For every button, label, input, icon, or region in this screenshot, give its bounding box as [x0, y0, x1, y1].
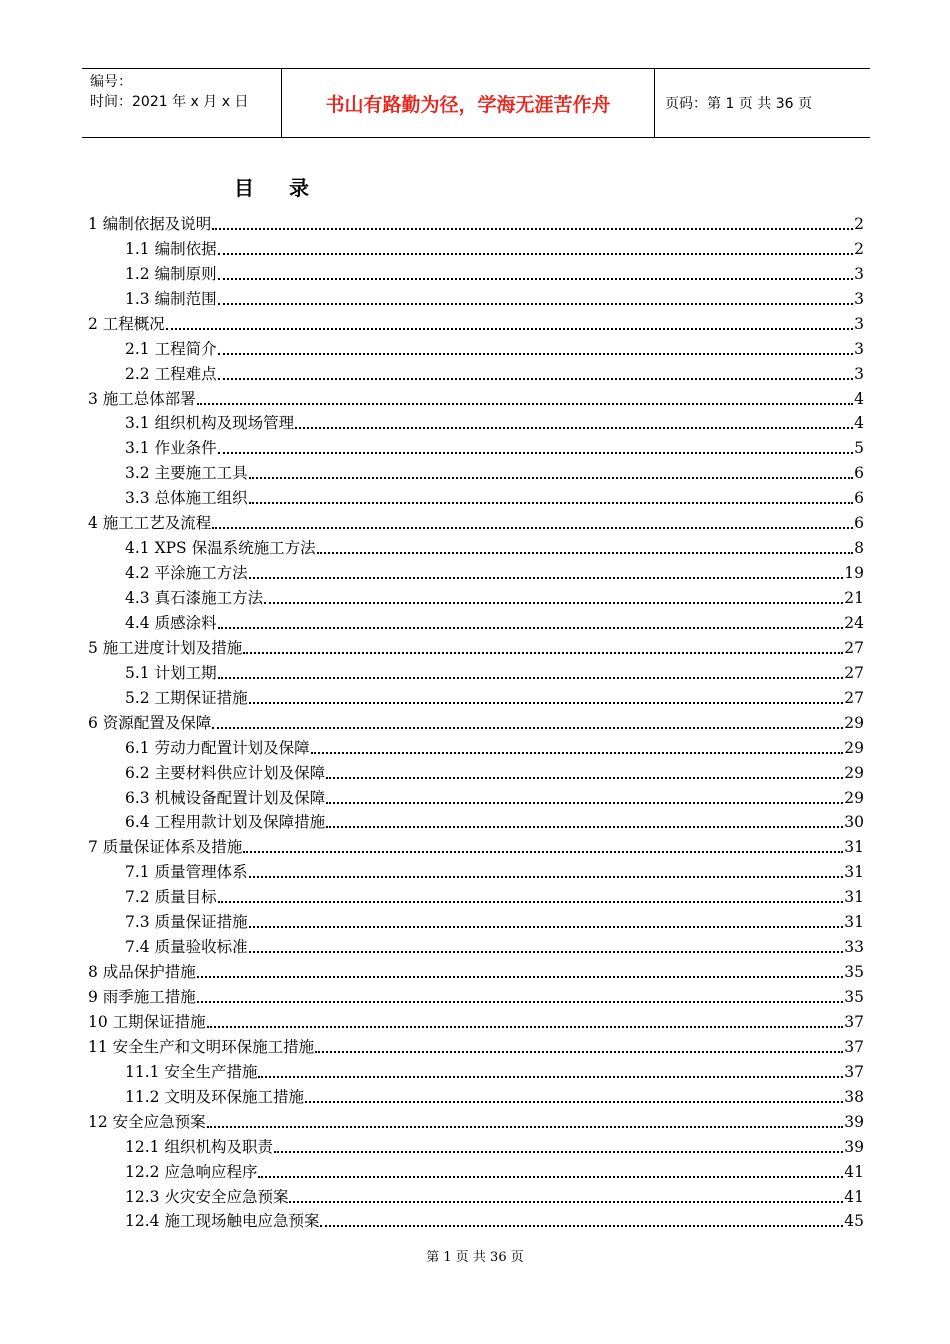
toc-entry-label: 3 施工总体部署 — [88, 389, 196, 408]
toc-leader-dots — [218, 377, 854, 380]
toc-entry[interactable] — [88, 559, 864, 584]
toc-entry-page: 30 — [844, 813, 864, 832]
toc-entry-label: 12.3 火灾安全应急预案 — [125, 1187, 289, 1206]
toc-leader-dots — [305, 1100, 843, 1103]
toc-leader-dots — [315, 1050, 843, 1053]
toc-entry-label: 11 安全生产和文明环保施工措施 — [88, 1037, 315, 1056]
toc-entry-label: 12 安全应急预案 — [88, 1112, 206, 1131]
toc-entry-page: 19 — [844, 564, 864, 583]
toc-entry[interactable] — [88, 1033, 864, 1058]
toc-leader-dots — [258, 1075, 843, 1078]
toc-entry[interactable] — [88, 833, 864, 858]
toc-entry-page: 41 — [844, 1187, 864, 1206]
header-motto: 书山有路勤为径，学海无涯苦作舟 — [282, 69, 655, 137]
toc-entry-label: 5.1 计划工期 — [125, 663, 217, 682]
toc-entry[interactable] — [88, 310, 864, 335]
toc-leader-dots — [249, 950, 844, 953]
toc-entry-page: 4 — [854, 414, 864, 433]
page-footer: 第 1 页 共 36 页 — [426, 1250, 524, 1265]
toc-leader-dots — [197, 1000, 843, 1003]
toc-entry-page: 29 — [844, 713, 864, 732]
toc-entry[interactable] — [88, 634, 864, 659]
toc-title: 目 录 — [234, 176, 323, 200]
toc-leader-dots — [218, 352, 854, 355]
toc-entry-page: 27 — [844, 663, 864, 682]
toc-entry[interactable] — [88, 360, 864, 385]
toc-leader-dots — [218, 451, 854, 454]
toc-entry-label: 4.1 XPS 保温系统施工方法 — [125, 539, 316, 558]
toc-leader-dots — [264, 601, 843, 604]
toc-entry-page: 29 — [844, 788, 864, 807]
toc-entry-label: 4.3 真石漆施工方法 — [125, 589, 264, 607]
toc-leader-dots — [320, 1224, 843, 1227]
toc-leader-dots — [326, 776, 843, 779]
toc-leader-dots — [218, 302, 854, 305]
toc-entry-label: 6.1 劳动力配置计划及保障 — [125, 738, 310, 757]
toc-entry-page: 29 — [844, 738, 864, 757]
toc-entry-page: 41 — [844, 1162, 864, 1181]
toc-entry[interactable] — [88, 784, 864, 809]
toc-entry-label: 7.4 质量验收标准 — [125, 938, 248, 957]
toc-entry[interactable] — [88, 983, 864, 1008]
toc-entry[interactable] — [88, 858, 864, 883]
toc-entry[interactable] — [88, 684, 864, 709]
toc-entry[interactable] — [88, 883, 864, 908]
toc-leader-dots — [212, 726, 843, 729]
toc-entry-page: 31 — [844, 863, 864, 882]
toc-entry[interactable] — [88, 484, 864, 509]
toc-entry[interactable] — [88, 908, 864, 933]
toc-entry-page: 3 — [854, 289, 864, 308]
toc-entry-page: 6 — [854, 464, 864, 483]
toc-leader-dots — [274, 1150, 843, 1153]
toc-entry[interactable] — [88, 933, 864, 958]
toc-entry-label: 4 施工工艺及流程 — [88, 514, 212, 533]
toc-entry-page: 31 — [844, 838, 864, 857]
header-meta — [82, 69, 282, 137]
toc-leader-dots — [218, 277, 854, 280]
toc-entry-page: 35 — [844, 988, 864, 1006]
toc-entry[interactable] — [88, 1008, 864, 1033]
toc-entry-page: 3 — [854, 339, 864, 358]
toc-entry-page: 45 — [844, 1212, 864, 1231]
toc-entry-label: 2 工程概况 — [88, 314, 165, 333]
toc-entry-label: 12.1 组织机构及职责 — [125, 1137, 273, 1156]
toc-entry-page: 24 — [844, 613, 864, 632]
toc-entry-page: 29 — [844, 763, 864, 782]
toc-entry-page: 37 — [844, 1037, 864, 1056]
toc-entry-label: 4.4 质感涂料 — [125, 613, 217, 632]
toc-entry-label: 7 质量保证体系及措施 — [88, 838, 243, 857]
toc-leader-dots — [249, 875, 844, 878]
page-header — [82, 68, 870, 138]
toc-entry-label: 3.3 总体施工组织 — [125, 489, 248, 508]
toc-leader-dots — [197, 402, 853, 405]
toc-entry[interactable] — [88, 534, 864, 559]
toc-entry-label: 7.3 质量保证措施 — [125, 913, 248, 932]
toc-entry-label: 7.2 质量目标 — [125, 888, 217, 907]
toc-entry-label: 3.1 作业条件 — [125, 439, 217, 458]
toc-entry-label: 5 施工进度计划及措施 — [88, 638, 243, 657]
toc-entry[interactable] — [88, 1058, 864, 1083]
toc-entry[interactable] — [88, 285, 864, 310]
toc-entry-page: 39 — [844, 1137, 864, 1156]
toc-entry[interactable] — [88, 1158, 864, 1183]
header-page-info: 页码：第 1 页 共 36 页 — [665, 96, 812, 112]
toc-entry[interactable] — [88, 385, 864, 410]
toc-entry[interactable] — [88, 1108, 864, 1133]
toc-entry[interactable] — [88, 260, 864, 285]
toc-entry[interactable] — [88, 958, 864, 983]
toc-entry[interactable] — [88, 659, 864, 684]
toc-entry[interactable] — [88, 584, 864, 609]
toc-entry-page: 21 — [844, 589, 864, 607]
toc-entry[interactable] — [88, 734, 864, 759]
toc-entry-page: 5 — [854, 439, 864, 458]
toc-entry-label: 2.2 工程难点 — [125, 364, 217, 383]
toc-entry[interactable] — [88, 709, 864, 734]
toc-leader-dots — [326, 825, 843, 828]
toc-entry-label: 2.1 工程简介 — [125, 339, 217, 358]
toc-entry[interactable] — [88, 235, 864, 260]
toc-entry-label: 1.3 编制范围 — [125, 289, 217, 308]
toc-entry[interactable] — [88, 1208, 864, 1233]
toc-entry-label: 1.1 编制依据 — [125, 239, 217, 258]
toc-entry-page: 35 — [844, 963, 864, 982]
toc-entry-label: 6.2 主要材料供应计划及保障 — [125, 763, 326, 782]
toc-entry[interactable] — [88, 509, 864, 534]
toc-entry-label: 4.2 平涂施工方法 — [125, 564, 248, 583]
toc-leader-dots — [212, 526, 853, 529]
toc-entry-page: 31 — [844, 888, 864, 907]
toc-leader-dots — [218, 676, 844, 679]
toc-entry-label: 11.2 文明及环保施工措施 — [125, 1087, 304, 1106]
toc-leader-dots — [317, 551, 854, 554]
toc-entry[interactable] — [88, 410, 864, 435]
toc-entry[interactable] — [88, 434, 864, 459]
toc-entry-label: 1.2 编制原则 — [125, 264, 217, 283]
toc-leader-dots — [326, 801, 843, 804]
toc-leader-dots — [207, 1125, 844, 1128]
toc-entry-page: 6 — [854, 489, 864, 508]
toc-leader-dots — [289, 1200, 843, 1203]
toc-leader-dots — [243, 850, 843, 853]
toc-entry-page: 39 — [844, 1112, 864, 1131]
toc-leader-dots — [166, 327, 853, 330]
toc-entry-label: 8 成品保护措施 — [88, 963, 196, 982]
toc-leader-dots — [311, 751, 844, 754]
toc-leader-dots — [218, 626, 844, 629]
document-time-label: 时间：2021 年 x 月 x 日 — [90, 94, 249, 110]
toc-entry-label: 12.4 施工现场触电应急预案 — [125, 1212, 320, 1231]
table-of-contents — [88, 210, 864, 1232]
toc-entry[interactable] — [88, 809, 864, 834]
toc-entry-label: 10 工期保证措施 — [88, 1012, 206, 1031]
toc-entry[interactable] — [88, 1083, 864, 1108]
document-number-label: 编号： — [90, 74, 132, 90]
toc-leader-dots — [249, 476, 854, 479]
toc-leader-dots — [249, 501, 854, 504]
toc-entry[interactable] — [88, 210, 864, 235]
toc-entry-label: 1 编制依据及说明 — [88, 214, 212, 233]
toc-entry[interactable] — [88, 1183, 864, 1208]
toc-entry-page: 3 — [854, 264, 864, 283]
toc-entry-page: 31 — [844, 913, 864, 932]
toc-leader-dots — [249, 701, 844, 704]
toc-entry-label: 6.4 工程用款计划及保障措施 — [125, 813, 326, 832]
toc-leader-dots — [249, 925, 844, 928]
toc-entry-page: 27 — [844, 638, 864, 657]
toc-leader-dots — [258, 1175, 843, 1178]
toc-entry-page: 3 — [854, 314, 864, 333]
toc-leader-dots — [207, 1025, 844, 1028]
toc-entry-label: 9 雨季施工措施 — [88, 988, 196, 1006]
toc-entry-page: 33 — [844, 938, 864, 957]
toc-leader-dots — [197, 975, 843, 978]
toc-entry-label: 11.1 安全生产措施 — [125, 1062, 258, 1081]
toc-entry[interactable] — [88, 459, 864, 484]
toc-leader-dots — [218, 252, 854, 255]
toc-entry-label: 12.2 应急响应程序 — [125, 1162, 258, 1181]
toc-entry[interactable] — [88, 335, 864, 360]
toc-entry[interactable] — [88, 609, 864, 634]
toc-entry-page: 2 — [854, 214, 864, 233]
toc-leader-dots — [218, 900, 844, 903]
toc-leader-dots — [249, 576, 844, 579]
toc-entry-page: 2 — [854, 239, 864, 258]
toc-entry-page: 37 — [844, 1062, 864, 1081]
toc-entry-label: 3.2 主要施工工具 — [125, 464, 248, 483]
toc-entry-page: 3 — [854, 364, 864, 383]
toc-leader-dots — [295, 426, 853, 429]
toc-entry-label: 7.1 质量管理体系 — [125, 863, 248, 882]
toc-entry-page: 37 — [844, 1012, 864, 1031]
toc-entry-page: 4 — [854, 389, 864, 408]
toc-entry-page: 38 — [844, 1087, 864, 1106]
toc-entry[interactable] — [88, 1133, 864, 1158]
toc-entry-page: 27 — [844, 688, 864, 707]
toc-leader-dots — [243, 651, 843, 654]
toc-entry-label: 5.2 工期保证措施 — [125, 688, 248, 707]
toc-entry-label: 3.1 组织机构及现场管理 — [125, 414, 295, 433]
toc-entry-label: 6.3 机械设备配置计划及保障 — [125, 788, 326, 807]
toc-entry-page: 8 — [854, 539, 864, 558]
toc-entry[interactable] — [88, 759, 864, 784]
toc-entry-label: 6 资源配置及保障 — [88, 713, 212, 732]
toc-leader-dots — [212, 227, 853, 230]
toc-entry-page: 6 — [854, 514, 864, 533]
